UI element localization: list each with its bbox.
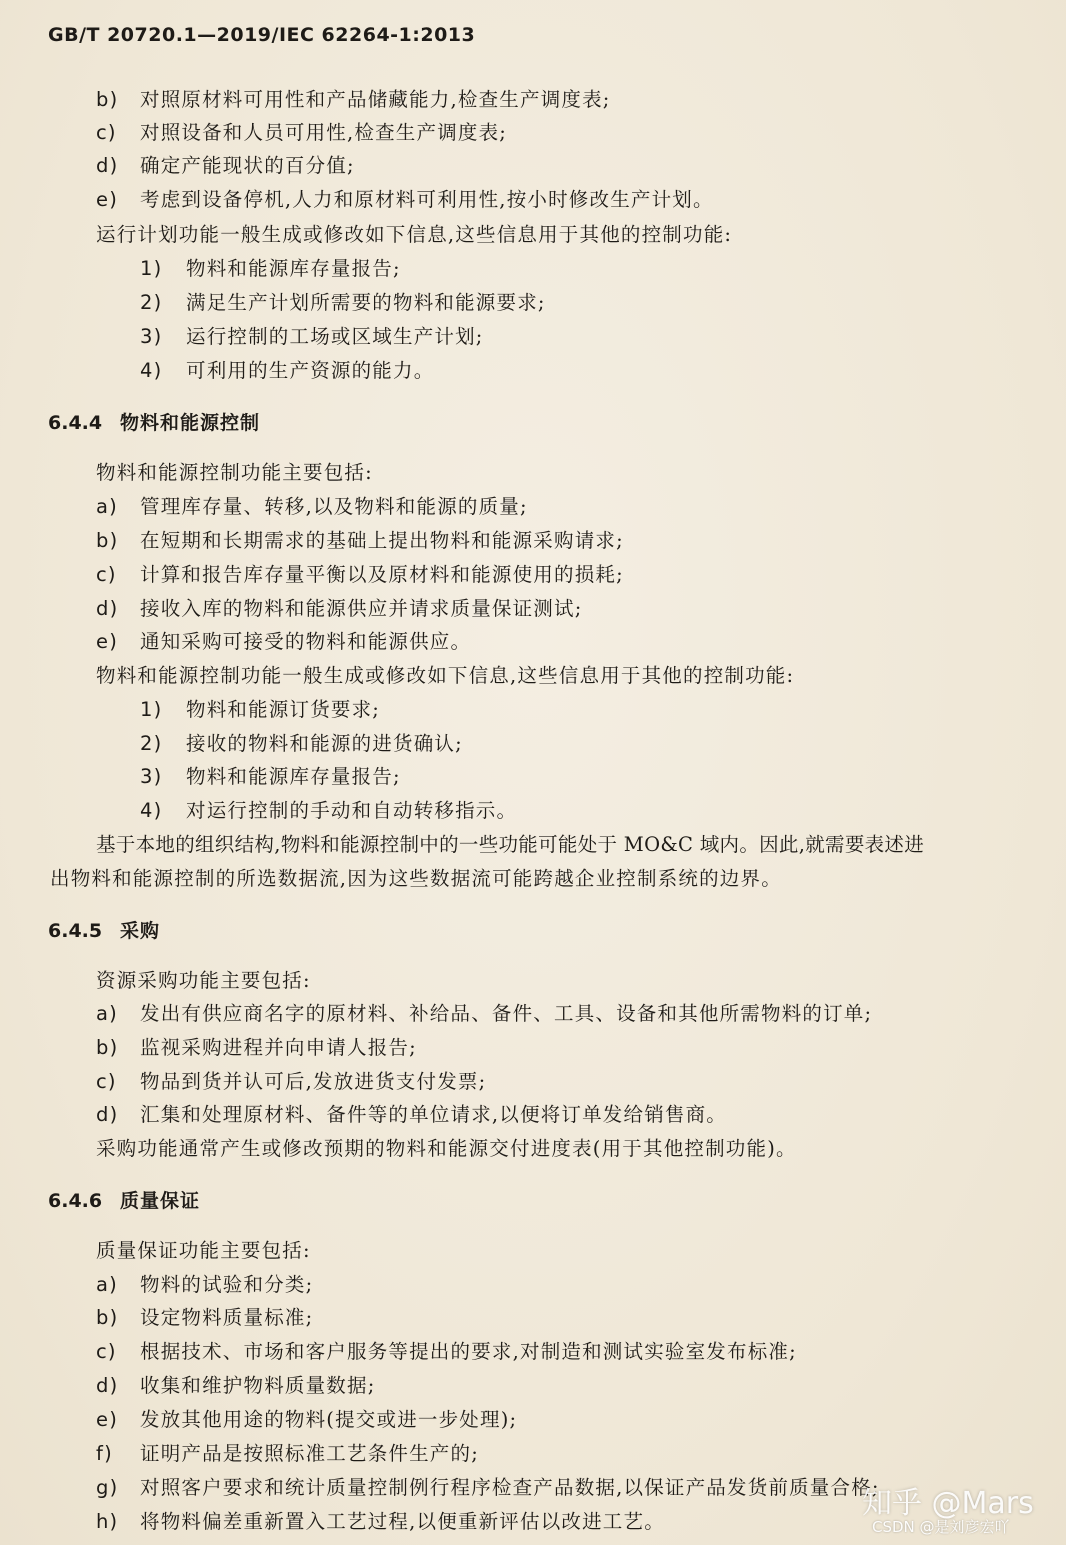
list-item: b) 设定物料质量标准; <box>96 1306 314 1329</box>
paragraph: 出物料和能源控制的所选数据流,因为这些数据流可能跨越企业控制系统的边界。 <box>50 867 782 890</box>
paragraph: 资源采购功能主要包括: <box>96 969 311 992</box>
list-item: d) 接收入库的物料和能源供应并请求质量保证测试; <box>96 597 583 620</box>
list-item: f) 证明产品是按照标准工艺条件生产的; <box>96 1442 479 1465</box>
list-item: e) 发放其他用途的物料(提交或进一步处理); <box>96 1408 518 1431</box>
list-item: a) 发出有供应商名字的原材料、补给品、备件、工具、设备和其他所需物料的订单; <box>96 1002 873 1025</box>
list-item: c) 对照设备和人员可用性,检查生产调度表; <box>96 121 508 144</box>
section-heading-646: 6.4.6 质量保证 <box>48 1190 201 1212</box>
list-item: a) 物料的试验和分类; <box>96 1273 314 1296</box>
paragraph: 物料和能源控制功能主要包括: <box>96 461 373 484</box>
list-item: b) 在短期和长期需求的基础上提出物料和能源采购请求; <box>96 529 624 552</box>
paragraph: 运行计划功能一般生成或修改如下信息,这些信息用于其他的控制功能: <box>96 223 733 246</box>
list-item: a) 管理库存量、转移,以及物料和能源的质量; <box>96 495 528 518</box>
numbered-item: 3) 运行控制的工场或区域生产计划; <box>140 325 484 348</box>
csdn-watermark: CSDN @是刘彦宏吖 <box>872 1518 1010 1536</box>
numbered-item: 2) 接收的物料和能源的进货确认; <box>140 732 463 755</box>
list-item: b) 监视采购进程并向申请人报告; <box>96 1036 417 1059</box>
list-item: b) 对照原材料可用性和产品储藏能力,检查生产调度表; <box>96 88 611 111</box>
list-item: c) 根据技术、市场和客户服务等提出的要求,对制造和测试实验室发布标准; <box>96 1340 797 1363</box>
list-item: e) 通知采购可接受的物料和能源供应。 <box>96 630 472 653</box>
section-heading-645: 6.4.5 采购 <box>48 920 161 942</box>
numbered-item: 4) 对运行控制的手动和自动转移指示。 <box>140 799 518 822</box>
list-item: c) 计算和报告库存量平衡以及原材料和能源使用的损耗; <box>96 563 624 586</box>
list-item: e) 考虑到设备停机,人力和原材料可利用性,按小时修改生产计划。 <box>96 188 714 211</box>
numbered-item: 3) 物料和能源库存量报告; <box>140 765 401 788</box>
section-heading-644: 6.4.4 物料和能源控制 <box>48 412 261 434</box>
paragraph: 质量保证功能主要包括: <box>96 1239 311 1262</box>
numbered-item: 4) 可利用的生产资源的能力。 <box>140 359 435 382</box>
list-item: d) 收集和维护物料质量数据; <box>96 1374 376 1397</box>
paragraph: 基于本地的组织结构,物料和能源控制中的一些功能可能处于 MO&C 域内。因此,就需要表述进 <box>96 833 925 856</box>
numbered-item: 1) 物料和能源库存量报告; <box>140 257 401 280</box>
zhihu-watermark: 知乎 @Mars <box>862 1486 1034 1521</box>
numbered-item: 2) 满足生产计划所需要的物料和能源要求; <box>140 291 546 314</box>
paragraph: 采购功能通常产生或修改预期的物料和能源交付进度表(用于其他控制功能)。 <box>96 1137 797 1160</box>
standard-header: GB/T 20720.1—2019/IEC 62264-1:2013 <box>48 24 476 46</box>
numbered-item: 1) 物料和能源订货要求; <box>140 698 381 721</box>
list-item: d) 确定产能现状的百分值; <box>96 154 355 177</box>
paragraph: 物料和能源控制功能一般生成或修改如下信息,这些信息用于其他的控制功能: <box>96 664 795 687</box>
list-item: g) 对照客户要求和统计质量控制例行程序检查产品数据,以保证产品发货前质量合格; <box>96 1476 880 1499</box>
list-item: c) 物品到货并认可后,发放进货支付发票; <box>96 1070 487 1093</box>
list-item: h) 将物料偏差重新置入工艺过程,以便重新评估以改进工艺。 <box>96 1510 665 1533</box>
list-item: d) 汇集和处理原材料、备件等的单位请求,以便将订单发给销售商。 <box>96 1103 727 1126</box>
